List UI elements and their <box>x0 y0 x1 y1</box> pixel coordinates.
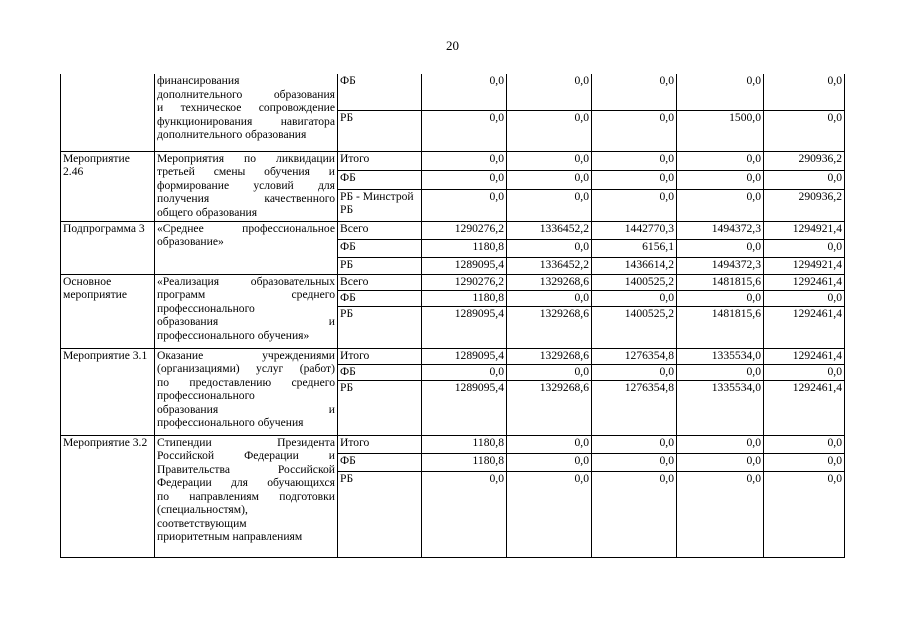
value-cell: 0,0 <box>507 471 592 557</box>
funding-source-cell: ФБ <box>338 170 422 189</box>
description-line: образование» <box>157 235 224 248</box>
value-cell: 1335534,0 <box>677 380 764 435</box>
value-cell: 0,0 <box>507 189 592 221</box>
description-line: Стипендии Президента <box>157 435 335 449</box>
table-row <box>61 151 845 170</box>
description-line: профессионального обучения <box>157 416 304 429</box>
description-line: профессионального <box>157 389 255 402</box>
value-cell: 0,0 <box>592 453 677 471</box>
value-cell: 0,0 <box>592 471 677 557</box>
value-cell: 0,0 <box>764 453 845 471</box>
value-cell: 0,0 <box>677 189 764 221</box>
value-cell: 1289095,4 <box>422 380 507 435</box>
value-cell: 1329268,6 <box>507 348 592 364</box>
funding-source-cell: ФБ <box>338 453 422 471</box>
value-cell: 6156,1 <box>592 239 677 257</box>
value-cell: 0,0 <box>592 170 677 189</box>
funding-source-cell: ФБ <box>338 290 422 306</box>
description-line: профессионального <box>157 301 255 315</box>
description-line: функционирования навигатора <box>157 114 335 128</box>
value-cell: 1289095,4 <box>422 348 507 364</box>
description-line: соответствующим <box>157 516 247 530</box>
value-cell: 0,0 <box>507 453 592 471</box>
description-line: программ среднего <box>157 288 335 301</box>
value-cell: 1289095,4 <box>422 306 507 348</box>
description-line: третьей смены обучения и <box>157 165 335 178</box>
description-line: общего образования <box>157 205 258 219</box>
value-cell: 0,0 <box>677 471 764 557</box>
value-cell: 1329268,6 <box>507 380 592 435</box>
funding-source-cell: РБ <box>338 380 422 435</box>
value-cell: 0,0 <box>764 435 845 453</box>
description-line: Мероприятия по ликвидации <box>157 151 335 165</box>
description-line: получения качественного <box>157 192 335 205</box>
value-cell: 0,0 <box>422 74 507 110</box>
value-cell: 1276354,8 <box>592 380 677 435</box>
value-cell: 0,0 <box>507 435 592 453</box>
description-line: приоритетным направлениям <box>157 530 303 543</box>
value-cell: 1180,8 <box>422 453 507 471</box>
value-cell: 0,0 <box>422 170 507 189</box>
description-line: финансирования <box>157 74 240 87</box>
value-cell: 1292461,4 <box>764 348 845 364</box>
value-cell: 1336452,2 <box>507 257 592 274</box>
table-row <box>61 74 845 110</box>
value-cell: 1180,8 <box>422 290 507 306</box>
value-cell: 1290276,2 <box>422 221 507 239</box>
value-cell: 1494372,3 <box>677 221 764 239</box>
value-cell: 0,0 <box>677 151 764 170</box>
value-cell: 0,0 <box>507 290 592 306</box>
value-cell: 1290276,2 <box>422 274 507 290</box>
value-cell: 0,0 <box>592 290 677 306</box>
description-line: Российской Федерации и <box>157 449 335 462</box>
funding-source-cell: Итого <box>338 435 422 453</box>
value-cell: 0,0 <box>764 471 845 557</box>
table-row <box>61 221 845 239</box>
description-line: Оказание учреждениями <box>157 348 335 362</box>
funding-source-cell: ФБ <box>338 74 422 110</box>
value-cell: 1292461,4 <box>764 306 845 348</box>
value-cell: 0,0 <box>592 189 677 221</box>
value-cell: 0,0 <box>764 364 845 380</box>
value-cell: 0,0 <box>592 110 677 151</box>
row-name-cell: Основное мероприятие <box>61 274 155 348</box>
value-cell: 0,0 <box>764 239 845 257</box>
value-cell: 0,0 <box>677 435 764 453</box>
value-cell: 0,0 <box>592 435 677 453</box>
description-line: по предоставлению среднего <box>157 375 335 389</box>
value-cell: 1292461,4 <box>764 274 845 290</box>
row-name-cell: Мероприятие 2.46 <box>61 151 155 221</box>
page-number: 20 <box>446 38 459 53</box>
value-cell: 0,0 <box>677 364 764 380</box>
row-name-cell: Мероприятие 3.2 <box>61 435 155 557</box>
funding-source-cell: РБ <box>338 257 422 274</box>
value-cell: 1276354,8 <box>592 348 677 364</box>
value-cell: 0,0 <box>507 239 592 257</box>
value-cell: 0,0 <box>507 170 592 189</box>
row-description-cell <box>155 348 338 435</box>
description-line: образования и <box>157 315 335 328</box>
description-line: (организациями) услуг (работ) <box>157 362 335 375</box>
value-cell: 290936,2 <box>764 189 845 221</box>
description-line: и техническое сопровождение <box>157 101 335 114</box>
value-cell: 0,0 <box>507 110 592 151</box>
value-cell: 1481815,6 <box>677 306 764 348</box>
row-name-cell: Подпрограмма 3 <box>61 221 155 274</box>
value-cell: 0,0 <box>677 453 764 471</box>
table-row <box>61 435 845 453</box>
value-cell: 0,0 <box>507 74 592 110</box>
row-name-cell: Мероприятие 3.1 <box>61 348 155 435</box>
value-cell: 0,0 <box>677 290 764 306</box>
funding-source-cell: Итого <box>338 348 422 364</box>
value-cell: 0,0 <box>764 74 845 110</box>
row-description-cell <box>155 151 338 221</box>
value-cell: 1400525,2 <box>592 274 677 290</box>
value-cell: 1329268,6 <box>507 274 592 290</box>
value-cell: 0,0 <box>592 151 677 170</box>
description-line: формирование условий для <box>157 178 335 192</box>
table-row <box>61 274 845 290</box>
value-cell: 1294921,4 <box>764 257 845 274</box>
row-description-cell <box>155 435 338 557</box>
value-cell: 1335534,0 <box>677 348 764 364</box>
budget-table-body <box>61 74 845 557</box>
value-cell: 1436614,2 <box>592 257 677 274</box>
funding-source-cell: ФБ <box>338 364 422 380</box>
value-cell: 0,0 <box>422 471 507 557</box>
value-cell: 1294921,4 <box>764 221 845 239</box>
value-cell: 0,0 <box>422 189 507 221</box>
value-cell: 0,0 <box>422 110 507 151</box>
value-cell: 0,0 <box>592 364 677 380</box>
value-cell: 1329268,6 <box>507 306 592 348</box>
value-cell: 0,0 <box>592 74 677 110</box>
row-description-cell <box>155 274 338 348</box>
funding-source-cell: Всего <box>338 221 422 239</box>
funding-source-cell: Всего <box>338 274 422 290</box>
value-cell: 0,0 <box>764 170 845 189</box>
description-line: (специальностям), <box>157 503 248 516</box>
value-cell: 0,0 <box>764 290 845 306</box>
funding-source-cell: РБ <box>338 471 422 557</box>
budget-table <box>60 74 845 558</box>
description-line: профессионального обучения» <box>157 328 310 342</box>
description-line: дополнительного образования <box>157 128 307 141</box>
value-cell: 1481815,6 <box>677 274 764 290</box>
funding-source-cell: Итого <box>338 151 422 170</box>
value-cell: 1500,0 <box>677 110 764 151</box>
funding-source-cell: РБ <box>338 110 422 151</box>
value-cell: 1289095,4 <box>422 257 507 274</box>
description-line: по направлениям подготовки <box>157 489 335 503</box>
funding-source-cell: РБ <box>338 306 422 348</box>
table-row <box>61 348 845 364</box>
funding-source-cell: РБ - Минстрой РБ <box>338 189 422 221</box>
value-cell: 1180,8 <box>422 435 507 453</box>
value-cell: 0,0 <box>422 151 507 170</box>
value-cell: 1400525,2 <box>592 306 677 348</box>
value-cell: 0,0 <box>507 364 592 380</box>
value-cell: 1336452,2 <box>507 221 592 239</box>
value-cell: 1292461,4 <box>764 380 845 435</box>
value-cell: 0,0 <box>764 110 845 151</box>
row-name-cell <box>61 74 155 151</box>
description-line: образования и <box>157 402 335 416</box>
value-cell: 1442770,3 <box>592 221 677 239</box>
value-cell: 290936,2 <box>764 151 845 170</box>
value-cell: 1180,8 <box>422 239 507 257</box>
row-description-cell <box>155 221 338 274</box>
value-cell: 0,0 <box>422 364 507 380</box>
description-line: Правительства Российской <box>157 462 335 476</box>
value-cell: 0,0 <box>677 239 764 257</box>
description-line: Федерации для обучающихся <box>157 476 335 489</box>
value-cell: 0,0 <box>507 151 592 170</box>
value-cell: 1494372,3 <box>677 257 764 274</box>
value-cell: 0,0 <box>677 170 764 189</box>
description-line: дополнительного образования <box>157 87 335 101</box>
description-line: «Реализация образовательных <box>157 274 335 288</box>
value-cell: 0,0 <box>677 74 764 110</box>
row-description-cell <box>155 74 338 151</box>
funding-source-cell: ФБ <box>338 239 422 257</box>
description-line: «Среднее профессиональное <box>157 221 335 235</box>
